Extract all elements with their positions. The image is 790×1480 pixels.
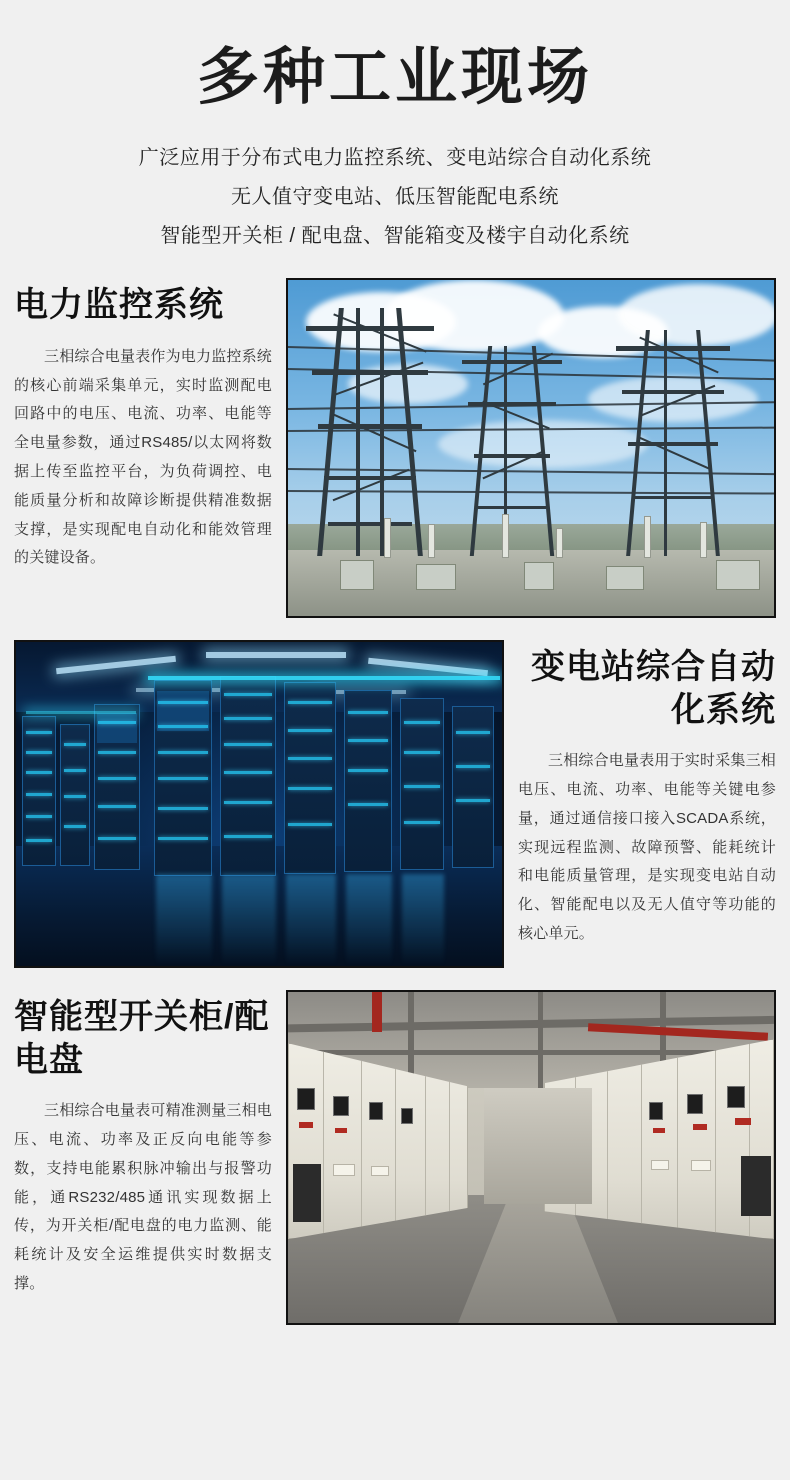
power-transmission-substation-photo xyxy=(286,278,776,618)
section-substation-automation xyxy=(0,640,790,968)
section-3-body: 三相综合电量表可精准测量三相电压、电流、功率及正反向电能等参数，支持电能累积脉冲输出与报警功能，通RS232/485通讯实现数据上传，为开关柜/配电盘的电力监测、能耗统计及安全运维提供实时数据支撑。 xyxy=(14,1102,273,1293)
page-title: 多种工业现场 xyxy=(196,43,593,112)
section-1-body: 三相综合电量表作为电力监控系统的核心前端采集单元，实时监测配电回路中的电压、电流、功率、电能等全电量参数，通过RS485/以太网将数据上传至监控平台，为负荷调控、电能质量分析和故障诊断提供精准数据支撑，是实现配电自动化和能效管理的关键设备。 xyxy=(14,347,273,567)
subtitle-line-3: 智能型开关柜 / 配电盘、智能箱变及楼宇自动化系统 xyxy=(160,225,630,248)
section-power-monitoring xyxy=(0,278,790,618)
section-2-text xyxy=(518,640,776,968)
section-1-text xyxy=(14,278,272,618)
switchgear-corridor-photo xyxy=(286,990,776,1325)
subtitle-line-2: 无人值守变电站、低压智能配电系统 xyxy=(231,186,559,209)
section-3-title: 智能型开关柜/配电盘 xyxy=(14,998,270,1079)
section-3-text xyxy=(14,990,272,1325)
transmission-tower xyxy=(474,346,550,556)
section-2-body: 三相综合电量表用于实时采集三相电压、电流、功率、电能等关键电参量，通过通信接口接入SCADA系统，实现远程监测、故障预警、能耗统计和电能质量管理，是实现变电站自动化、智能配电以及无人值守等功能的核心单元。 xyxy=(518,752,777,943)
subtitle-group xyxy=(0,139,790,256)
transmission-tower xyxy=(322,308,418,556)
section-2-title: 变电站综合自动化系统 xyxy=(531,648,776,729)
page-header xyxy=(0,0,790,256)
substation-control-room-photo xyxy=(14,640,504,968)
section-smart-switchgear xyxy=(0,990,790,1325)
section-1-title: 电力监控系统 xyxy=(14,286,224,325)
subtitle-line-1: 广泛应用于分布式电力监控系统、变电站综合自动化系统 xyxy=(138,147,652,170)
